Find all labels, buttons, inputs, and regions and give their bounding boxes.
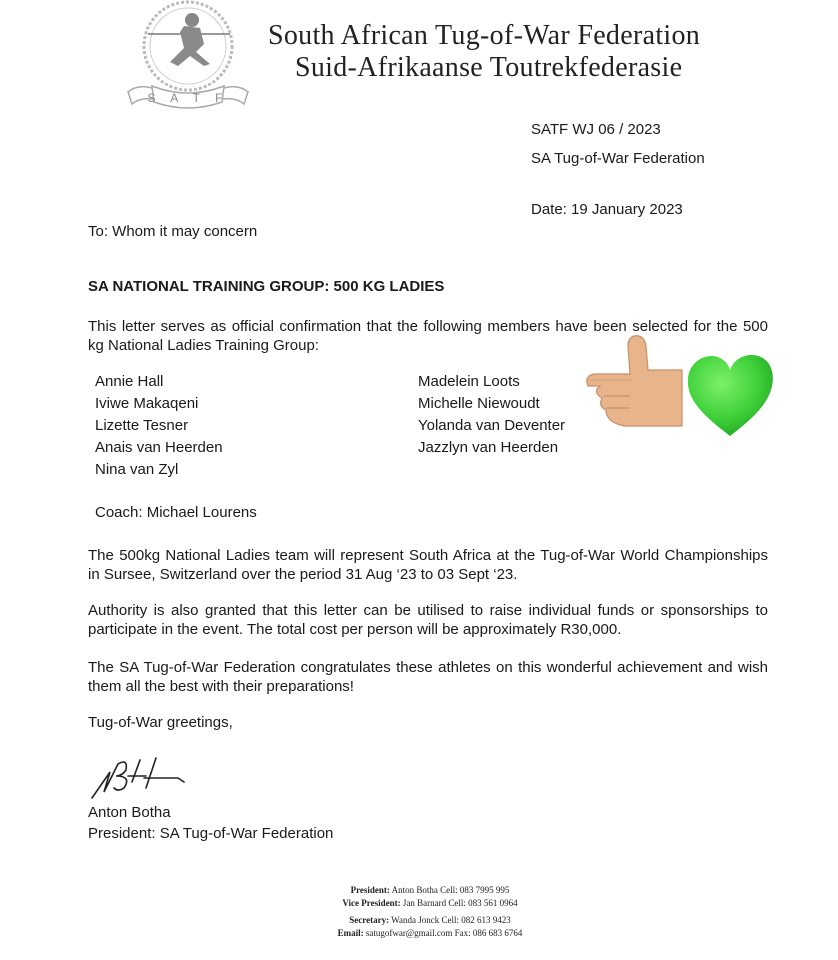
- letterhead-title-afrikaans: Suid-Afrikaanse Toutrekfederasie: [295, 52, 683, 83]
- coach-line: Coach: Michael Lourens: [95, 504, 257, 521]
- letter-subject: SA NATIONAL TRAINING GROUP: 500 KG LADIES: [88, 278, 445, 295]
- tug-of-war-emblem-icon: [118, 0, 258, 112]
- members-list-left: [95, 371, 223, 481]
- member-name: Madelein Loots: [418, 373, 520, 390]
- member-name: Yolanda van Deventer: [418, 417, 566, 434]
- footer-email-fax: Email: satugofwar@gmail.com Fax: 086 683 6764: [337, 928, 523, 938]
- reference-number: SATF WJ 06 / 2023: [531, 121, 661, 138]
- paragraph-congratulations: The SA Tug-of-War Federation congratulates these athletes on this wonderful achievement and wish them all the best with their preparations!: [88, 659, 768, 695]
- signatory-name: Anton Botha: [88, 804, 171, 821]
- footer-secretary: Secretary: Wanda Jonck Cell: 082 613 9423: [349, 915, 511, 925]
- signature: [88, 754, 198, 802]
- letter-date: Date: 19 January 2023: [531, 201, 683, 218]
- sender-organisation: SA Tug-of-War Federation: [531, 150, 705, 167]
- footer-president: President: Anton Botha Cell: 083 7995 995: [350, 885, 510, 895]
- member-name: Jazzlyn van Heerden: [418, 439, 559, 456]
- green-heart-icon: [684, 352, 776, 438]
- member-name: Lizette Tesner: [95, 417, 189, 434]
- svg-text:S A T F: S A T F: [147, 91, 229, 105]
- member-name: Michelle Niewoudt: [418, 395, 540, 412]
- letterhead-title-english: South African Tug-of-War Federation: [268, 20, 701, 51]
- intro-paragraph: This letter serves as official confirmation that the following members have been selected for the 500 kg National Ladies Training Group:: [88, 318, 768, 354]
- member-name: Annie Hall: [95, 373, 164, 390]
- footer-contacts: [300, 884, 560, 940]
- paragraph-championships: The 500kg National Ladies team will represent South Africa at the Tug-of-War World Championships in Sursee, Switzerland over the period 31 Aug ‘23 to 03 Sept ‘23.: [88, 547, 768, 583]
- paragraph-authority: Authority is also granted that this letter can be utilised to raise individual funds or sponsorships to participate in the event. The total cost per person will be approximately R30,000.: [88, 602, 768, 638]
- signatory-role: President: SA Tug-of-War Federation: [88, 825, 334, 842]
- pointing-hand-icon: [586, 330, 686, 430]
- satf-logo: [118, 0, 258, 112]
- addressee: To: Whom it may concern: [88, 223, 258, 240]
- member-name: Anais van Heerden: [95, 439, 223, 456]
- members-list-right: [418, 371, 565, 459]
- member-name: Nina van Zyl: [95, 461, 179, 478]
- closing-greeting: Tug-of-War greetings,: [88, 714, 233, 731]
- footer-vice-president: Vice President: Jan Barnard Cell: 083 561 0964: [342, 898, 518, 908]
- member-name: Iviwe Makaqeni: [95, 395, 199, 412]
